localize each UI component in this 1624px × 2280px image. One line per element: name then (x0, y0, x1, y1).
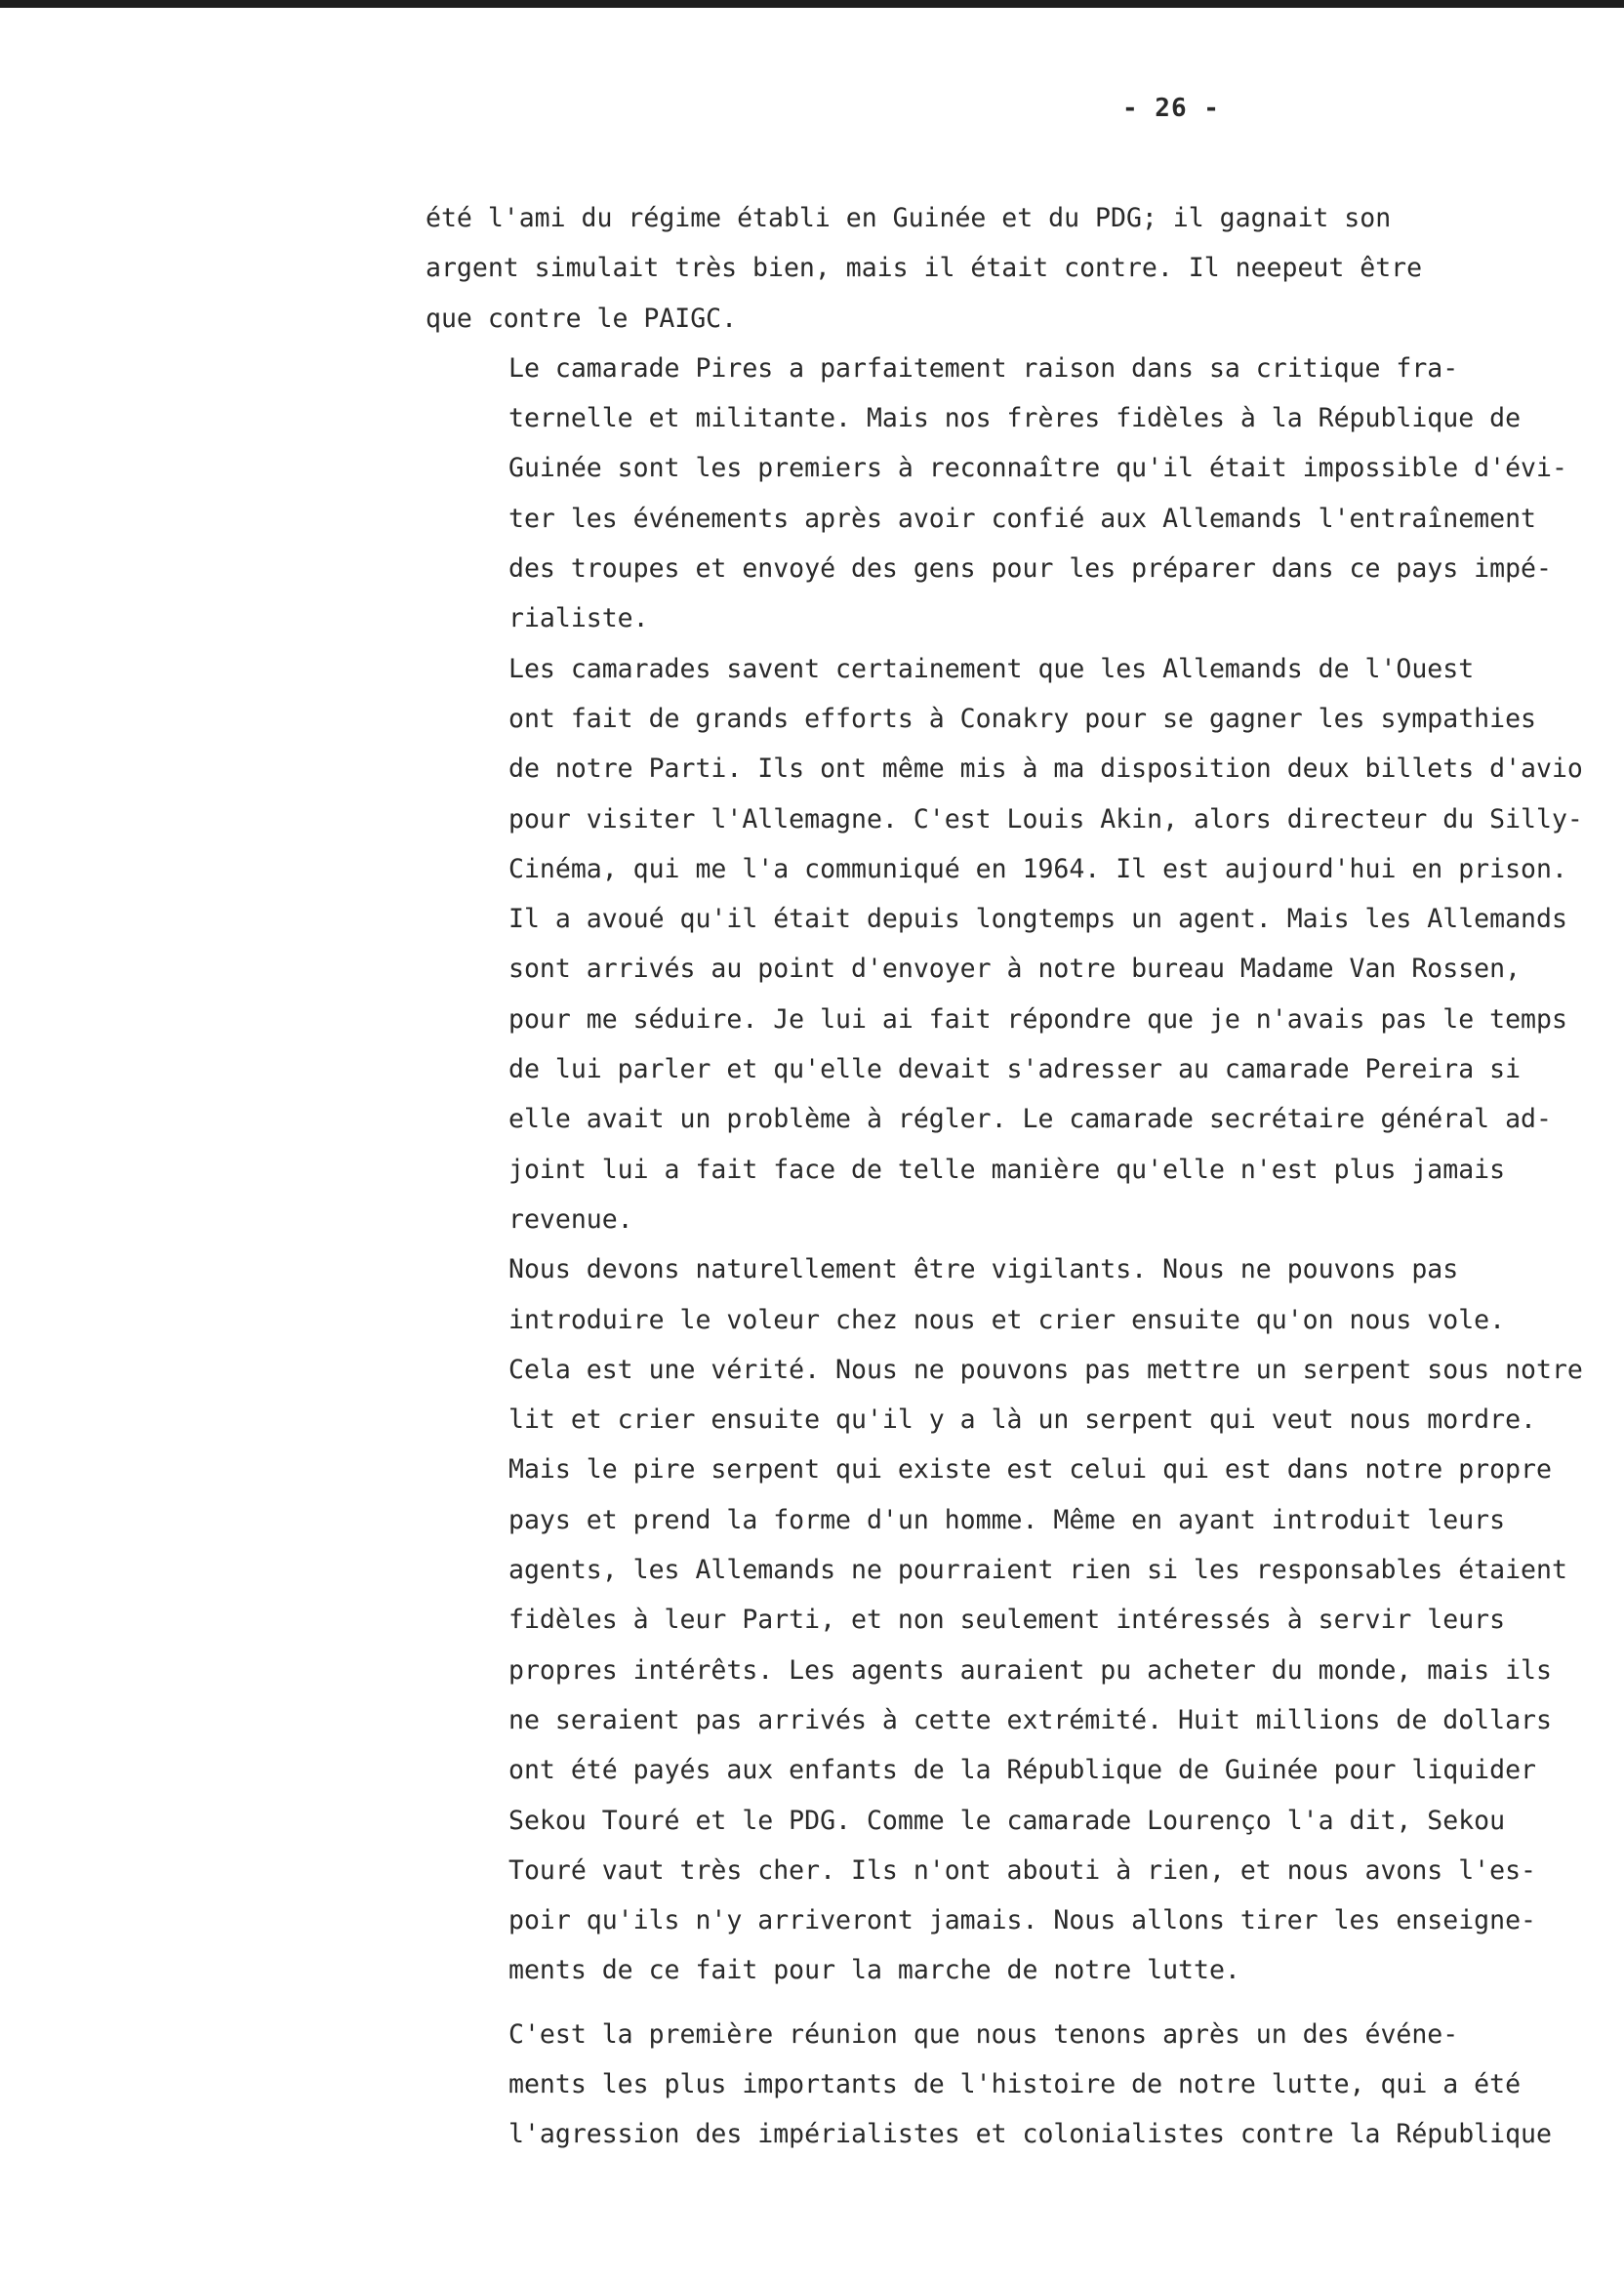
text-line: ter les événements après avoir confié aux Allemands l'entraînement (508, 503, 1536, 534)
text-line: Les camarades savent certainement que les Allemands de l'Ouest (508, 653, 1475, 684)
text-line: ont été payés aux enfants de la République de Guinée pour liquider (508, 1755, 1536, 1786)
text-line: rialiste. (508, 603, 649, 634)
text-line: propres intérêts. Les agents auraient pu acheter du monde, mais ils (508, 1654, 1552, 1686)
text-line: lit et crier ensuite qu'il y a là un serpent qui veut nous mordre. (508, 1405, 1536, 1436)
text-line: de notre Parti. Ils ont même mis à ma disposition deux billets d'avio (508, 753, 1583, 785)
text-line: argent simulait très bien, mais il était contre. Il neepeut être (426, 253, 1423, 284)
text-line: ne seraient pas arrivés à cette extrémité. Huit millions de dollars (508, 1704, 1552, 1735)
text-line: l'agression des impérialistes et colonialistes contre la République (508, 2119, 1552, 2150)
paragraph (426, 344, 1624, 644)
text-line: Nous devons naturellement être vigilants. Nous ne pouvons pas (508, 1254, 1459, 1285)
paragraph (426, 193, 1624, 344)
text-line: pour visiter l'Allemagne. C'est Louis Akin, alors directeur du Silly- (508, 803, 1583, 835)
text-line: pays et prend la forme d'un homme. Même en ayant introduit leurs (508, 1504, 1506, 1535)
text-line: pour me séduire. Je lui ai fait répondre que je n'avais pas le temps (508, 1003, 1567, 1035)
text-line: de lui parler et qu'elle devait s'adresser au camarade Pereira si (508, 1054, 1522, 1085)
paragraph (426, 1244, 1624, 1995)
text-line: Il a avoué qu'il était depuis longtemps un agent. Mais les Allemands (508, 904, 1567, 935)
text-line: été l'ami du régime établi en Guinée et du PDG; il gagnait son (426, 203, 1392, 233)
text-line: Guinée sont les premiers à reconnaître qu'il était impossible d'évi- (508, 453, 1567, 484)
text-line: elle avait un problème à régler. Le camarade secrétaire général ad- (508, 1104, 1552, 1135)
text-line: ments de ce fait pour la marche de notre lutte. (508, 1955, 1240, 1986)
text-line: revenue. (508, 1203, 633, 1235)
text-line: sont arrivés au point d'envoyer à notre bureau Madame Van Rossen, (508, 954, 1522, 985)
paragraph (426, 2010, 1624, 2160)
text-line: ont fait de grands efforts à Conakry pour se gagner les sympathies (508, 703, 1536, 734)
text-line: Touré vaut très cher. Ils n'ont abouti à rien, et nous avons l'es- (508, 1854, 1536, 1886)
text-line: Sekou Touré et le PDG. Comme le camarade Lourenço l'a dit, Sekou (508, 1805, 1506, 1836)
text-line: Mais le pire serpent qui existe est celui qui est dans notre propre (508, 1454, 1552, 1486)
text-line: Cela est une vérité. Nous ne pouvons pas mettre un serpent sous notre (508, 1354, 1583, 1385)
text-line: que contre le PAIGC. (426, 303, 738, 334)
text-line: C'est la première réunion que nous tenons après un des événe- (508, 2018, 1459, 2050)
text-line: fidèles à leur Parti, et non seulement intéressés à servir leurs (508, 1605, 1506, 1636)
text-line: introduire le voleur chez nous et crier ensuite qu'on nous vole. (508, 1304, 1506, 1335)
body-text (426, 193, 1624, 2160)
text-line: Le camarade Pires a parfaitement raison dans sa critique fra- (508, 352, 1459, 384)
text-line: des troupes et envoyé des gens pour les préparer dans ce pays impé- (508, 553, 1552, 585)
text-line: Cinéma, qui me l'a communiqué en 1964. Il est aujourd'hui en prison. (508, 853, 1567, 884)
text-line: joint lui a fait face de telle manière qu'elle n'est plus jamais (508, 1154, 1506, 1185)
page-number: - 26 - (1122, 94, 1220, 123)
paragraph (426, 644, 1624, 1245)
text-line: ments les plus importants de l'histoire de notre lutte, qui a été (508, 2068, 1522, 2099)
text-line: ternelle et militante. Mais nos frères fidèles à la République de (508, 403, 1522, 434)
text-line: agents, les Allemands ne pourraient rien si les responsables étaient (508, 1555, 1567, 1586)
text-line: poir qu'ils n'y arriveront jamais. Nous allons tirer les enseigne- (508, 1905, 1536, 1936)
